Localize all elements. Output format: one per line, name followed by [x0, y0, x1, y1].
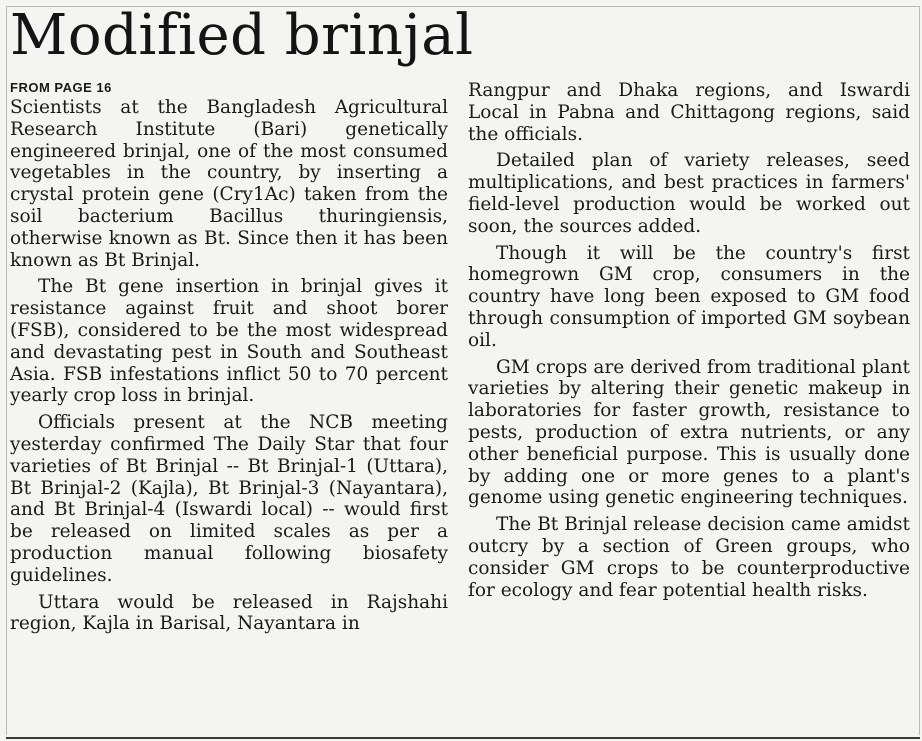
bottom-rule — [6, 737, 920, 739]
paragraph: Detailed plan of variety releases, seed multiplications, and best practices in farmers' field-level production would be worked out soon, the sources added. — [468, 150, 910, 237]
paragraph: Officials present at the NCB meeting yesterday confirmed The Daily Star that four varieties of Bt Brinjal -- Bt Brinjal-1 (Uttara), Bt Brinjal-2 (Kajla), Bt Brinjal-3 (Nayantara), and Bt Brinjal-4 (Iswardi local) -- would first be released on limited scales as per a production manual following biosafety guidelines. — [10, 412, 448, 586]
paragraph: Scientists at the Bangladesh Agricultural Research Institute (Bari) genetically engineered brinjal, one of the most consumed vegetables in the country, by inserting a crystal protein gene (Cry1Ac) taken from the soil bacterium Bacillus thuringiensis, otherwise known as Bt. Since then it has been known as Bt Brinjal. — [10, 97, 448, 271]
paragraph: GM crops are derived from traditional plant varieties by altering their genetic makeup in laboratories for faster growth, resistance to pests, production of extra nutrients, or any other beneficial purpose. This is usually done by adding one or more genes to a plant's genome using genetic engineering techniques. — [468, 356, 910, 509]
article-headline: Modified brinjal — [10, 3, 474, 68]
paragraph: Uttara would be released in Rajshahi region, Kajla in Barisal, Nayantara in — [10, 591, 448, 635]
paragraph: The Bt gene insertion in brinjal gives it resistance against fruit and shoot borer (FSB), considered to be the most widespread and devastating pest in South and Southeast Asia. FSB infestations inflict 50 to 70 percent yearly crop loss in brinjal. — [10, 276, 448, 407]
article-column-right — [468, 80, 910, 601]
continuation-slug: FROM PAGE 16 — [10, 80, 112, 95]
paragraph: The Bt Brinjal release decision came amidst outcry by a section of Green groups, who consider GM crops to be counterproductive for ecology and fear potential health risks. — [468, 514, 910, 601]
article-column-left — [10, 80, 448, 635]
paragraph: Rangpur and Dhaka regions, and Iswardi Local in Pabna and Chittagong regions, said the officials. — [468, 80, 910, 145]
paragraph: Though it will be the country's first homegrown GM crop, consumers in the country have long been exposed to GM food through consumption of imported GM soybean oil. — [468, 242, 910, 351]
